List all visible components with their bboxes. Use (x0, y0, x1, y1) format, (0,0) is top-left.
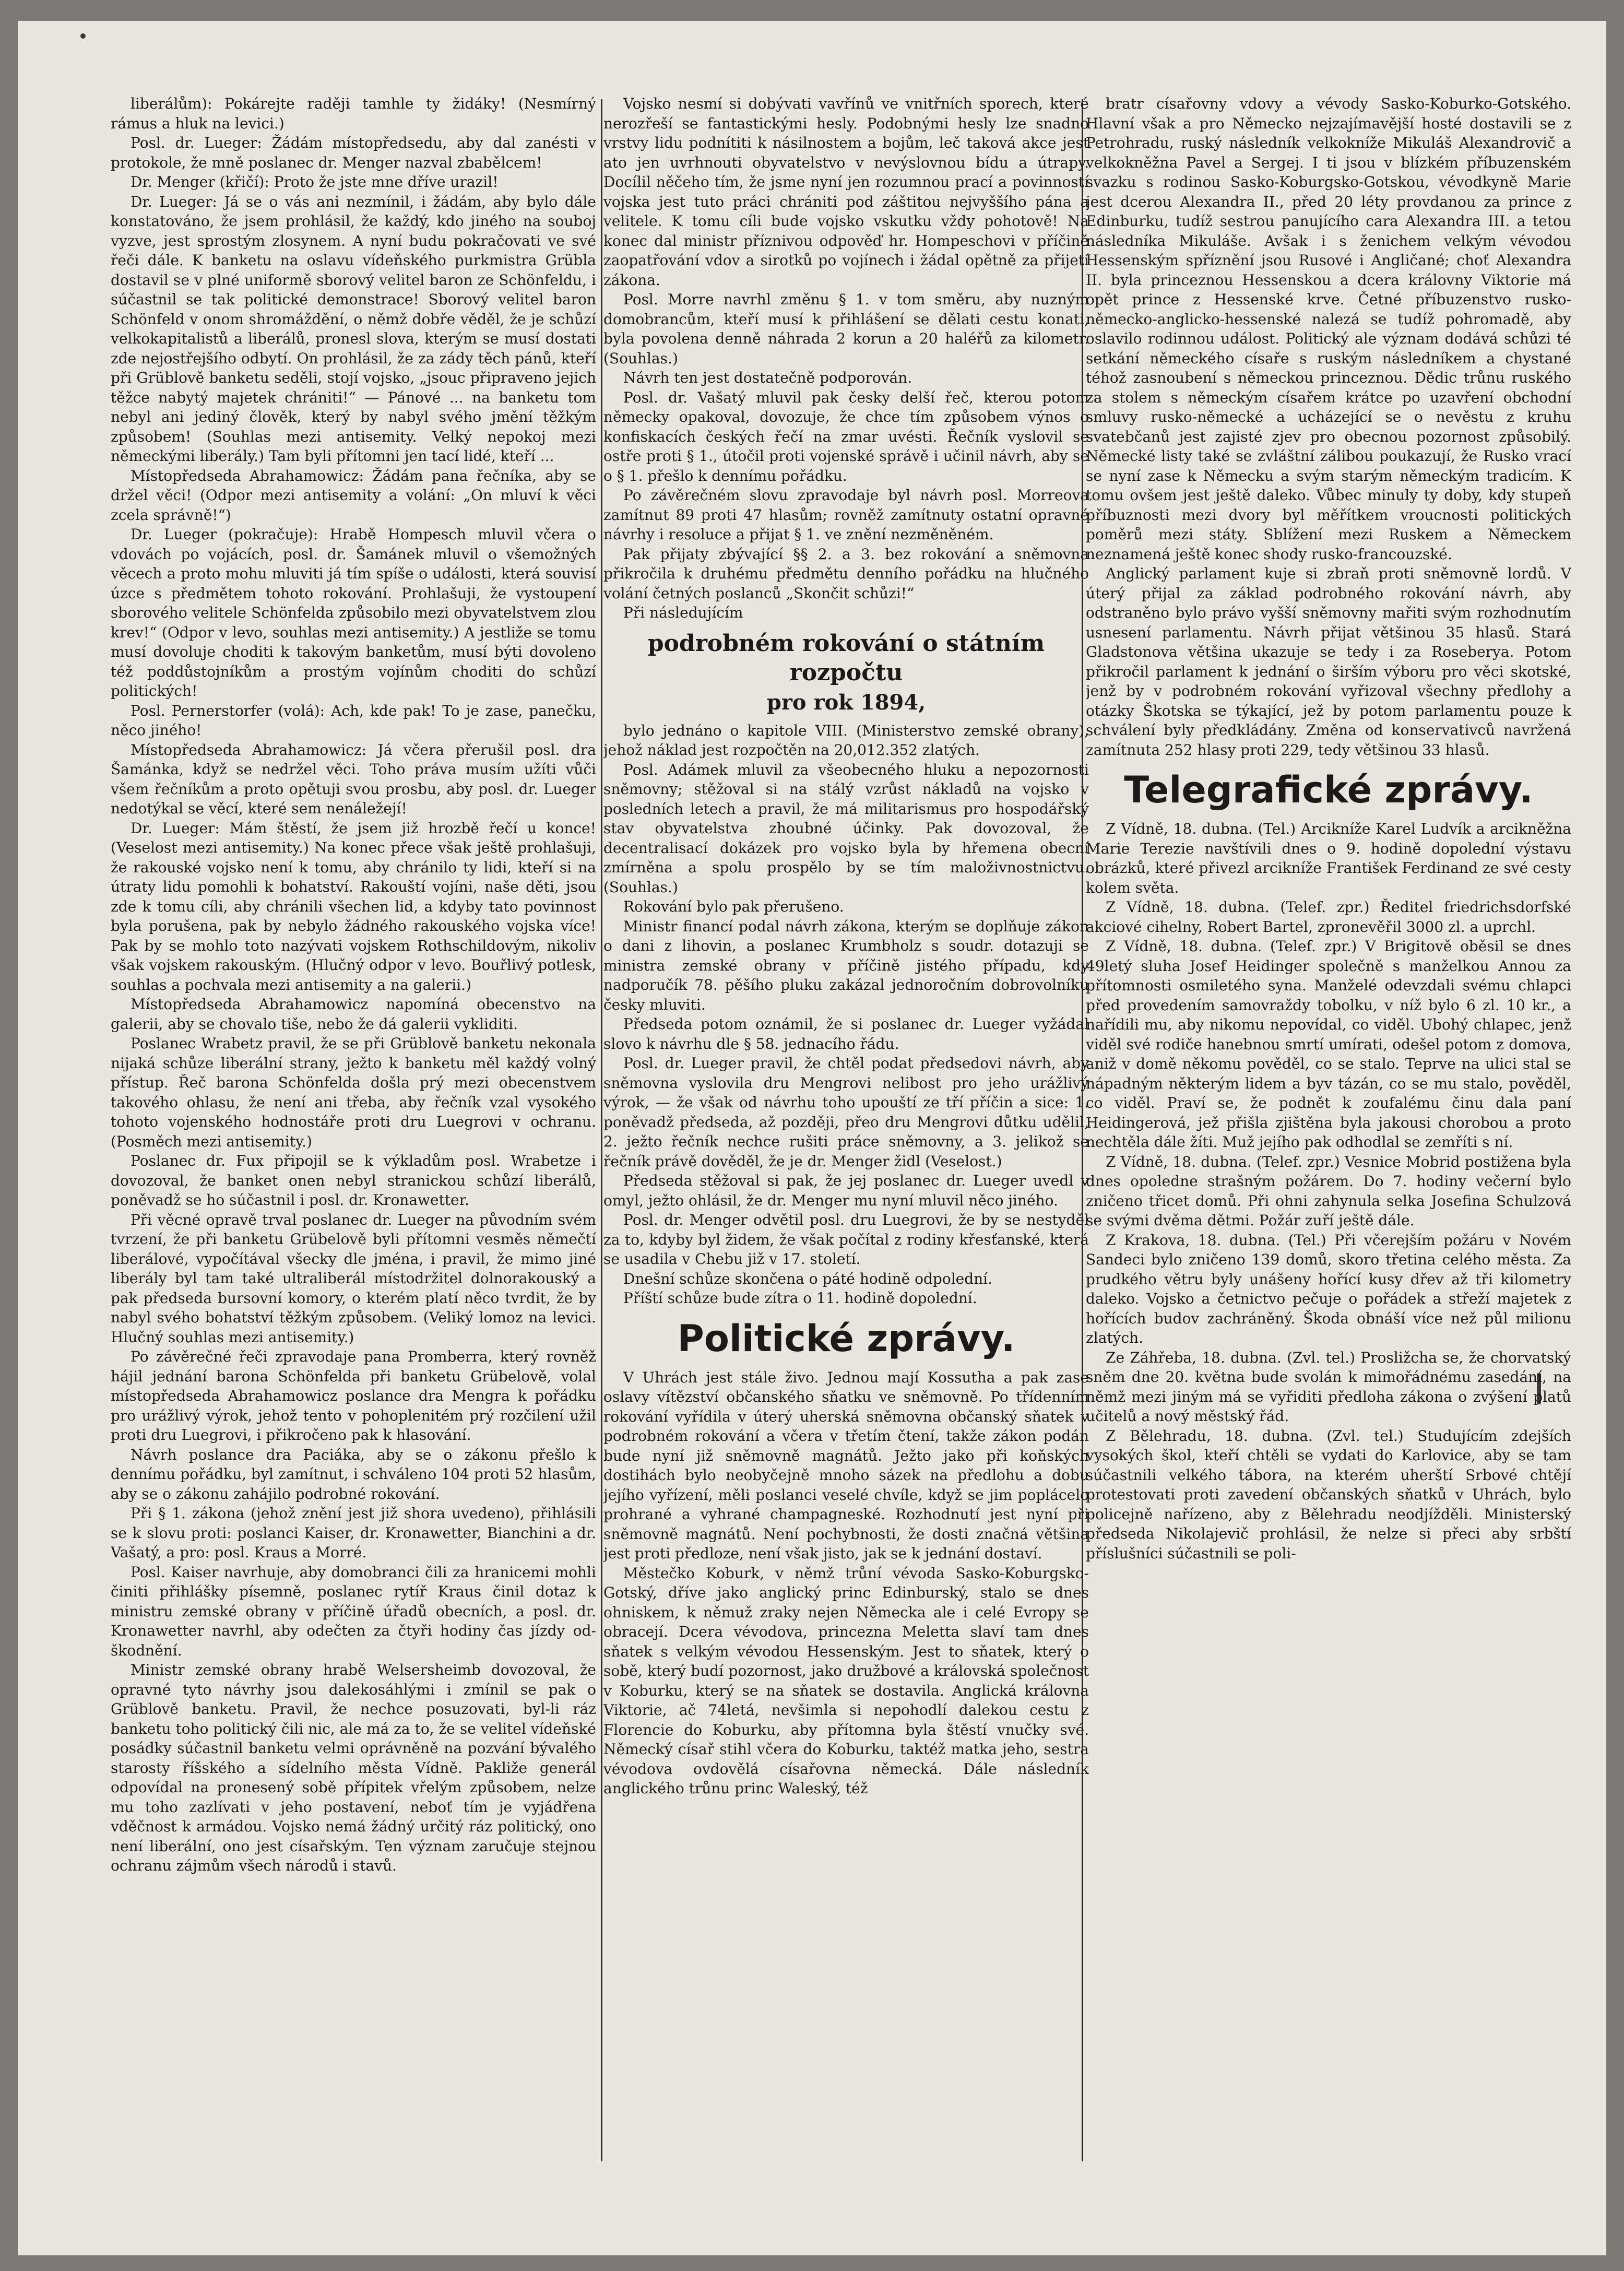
column-parliament-report (111, 94, 596, 2177)
budget-subheading: podrobném rokování o státním rozpočtu (647, 630, 1045, 686)
paragraph: Místopředseda Abrahamowicz napomíná obecenstvo na galerii, aby se chovalo tiše, nebo že dá galerii vykliditi. (111, 996, 596, 1033)
paragraph: Příští schůze bude zítra o 11. hodině dopolední. (623, 1290, 977, 1307)
paragraph: Při § 1. zákona (jehož znění jest již shora uvedeno), přihlásili se k slovu proti: poslanci Kaiser, dr. Kronawetter, Bianchini a dr. Vašatý, a pro: posl. Kraus a Morré. (111, 1505, 596, 1561)
paragraph: Posl. dr. Menger odvětil posl. dru Luegrovi, že by se nestyděl za to, kdyby byl židem, že však počítal z rodiny křesťanské, která se usadila v Chebu již v 17. století. (603, 1211, 1089, 1268)
paragraph: Poslanec dr. Fux připojil se k výkladům posl. Wrabetze i dovozoval, že banket onen nebyl stranickou schůzí liberálů, poněvadž se ho súčastnil i posl. dr. Kronawetter. (111, 1152, 596, 1209)
paragraph: Posl. Adámek mluvil za všeobecného hluku a nepozornosti sněmovny; stěžoval si na stálý vzrůst nákladů na vojsko v posledních letech a pravil, že má militarismus pro hospodářský stav obyvatelstva zhoubné účinky. Pak dovozoval, že decentralisací dokázek pro vojsko byla by hřemena obecní zmírněna a spolu prospělo by se tím maloživnostnictvu. (Souhlas.) (603, 761, 1089, 896)
paragraph: Ministr zemské obrany hrabě Welsersheimb dovozoval, že opravné tyto návrhy jsou dalekosáhlými i zmínil se pak o Grüblově banketu. Pravil, že nechce posuzovati, byl-li ráz banketu toho politický čili nic, ale má za to, že se velitel vídeňské posádky súčastnil banketu velmi oprávněně na pozvání bývalého starosty říšského a sídelního města Vídně. Pakliže generál odpovídal na pronesený sobě přípitek vřelým způsobem, nelze mu toho zazlívati v jeho postavení, neboť tím je vyjádřena vděčnost k armádou. Vojsko nemá žádný určitý ráz politický, ono není liberální, ono jest císařským. Ten význam zaručuje stejnou ochranu zájmům všech národů i stavů. (111, 1661, 596, 1874)
telegram-item: Z Vídně, 18. dubna. (Telef. zpr.) V Brigitově oběsil se dnes 49letý sluha Josef Heidinger společně s manželkou Annou za přítomnosti osmiletého syna. Manželé odevzdali svému chlapci před provedením samovraždy tobolku, v níž bylo 6 zl. 10 kr., a nařídili mu, aby nikomu nepovídal, co viděl. Ubohý chlapec, jenž viděl své rodiče hanebnou smrtí umírati, odešel potom z domova, aniž v domě někomu pověděl, co se stalo. Teprve na ulici stal se nápadným některým lidem a byv tázán, co se mu stalo, pověděl, co viděl. Praví se, že podnět k zoufalému činu dala paní Heidingerová, jež přišla zjištěna byla jakousi chorobou a proto nechtěla dále žíti. Muž jejího pak odhodlal se zemříti s ní. (1086, 938, 1571, 1151)
paragraph: Dr. Lueger: Mám štěstí, že jsem již hrozbě řečí u konce! (Veselost mezi antisemity.) Na konec přece však ještě prohlašuji, že rakouské vojsko není k tomu, aby chránilo ty lidi, kteří si na útraty lidu pomohli k bohatství. Rakouští vojíni, naše děti, jsou zde k tomu cíli, aby chránili všechen lid, a kdyby tato povinnost byla porušena, pak by nebylo žádného rakouského vojska více! Pak by se mohlo toto nazývati vojskem Rothschildovým, nikoliv však vojskem rakouským. (Hlučný odpor v levo. Bouřlivý potlesk, souhlas a pochvala mezi antisemity a na galerii.) (111, 819, 596, 993)
paragraph: Dr. Lueger (pokračuje): Hrabě Hompesch mluvil včera o vdovách po vojácích, posl. dr. Šamánek mluvil o všemožných věcech a proto mohu mluviti já tím spíše o události, která souvisí úzce s předmětem tohoto rokování. Prohlašuji, že vystoupení sborového velitele Schönfelda způsobilo mezi obyvatelstvem zlou krev!“ (Odpor v levo, souhlas mezi antisemity.) A jestliže se tomu musí dovoluje choditi k takovým banketům, musí býti dovoleno též poddůstojníkům a prostým vojínům choditi do schůzí politických! (111, 526, 596, 700)
budget-subheading-year: pro rok 1894, (766, 690, 926, 715)
column-news-and-telegrams (1086, 94, 1571, 2177)
paragraph: Ministr financí podal návrh zákona, kterým se doplňuje zákon o dani z lihovin, a poslanec Krumbholz s soudr. dotazuji se ministra zemské obrany v příčině jistého případu, kdy nadporučík 78. pěšího pluku zakázal jednoročním dobrovolníku česky mluviti. (603, 917, 1089, 1013)
paragraph: Poslanec Wrabetz pravil, že se při Grüblově banketu nekonala nijaká schůze liberální strany, ježto k banketu měl každý volný přístup. Řeč barona Schönfelda došla prý mezi obecenstvem takového ohlasu, že není ani třeba, aby řečník vzal vysokého tohoto vojenského hodnostáře proti dru Luegrovi v ochranu. (Posměch mezi antisemity.) (111, 1035, 596, 1150)
paragraph: V Uhrách jest stále živo. Jednou mají Kossutha a pak zase oslavy vítězství občanského sňatku ve sněmovně. Po třídenním rokování vyřídila v úterý uherská sněmovna občanský sňatek v podrobném rokování a včera v třetím čtení, takže zákon podán bude nyní již sněmovně magnátů. Ježto jako při koňských dostihách bylo neobyčejně mnoho sázek na předlohu a dobu jejího vyřízení, měli poslanci veselé chvíle, když se jim poplácelo prohrané a vyhrané champagneské. Rozhodnutí jest nyní při sněmovně magnátů. Není pochybnosti, že dosti značná většina jest proti předloze, není však jisto, jak se k jednání dostaví. (603, 1368, 1089, 1562)
paragraph: Návrh poslance dra Paciáka, aby se o zákonu přešlo k dennímu pořádku, byl zamítnut, i schváleno 104 proti 52 hlasům, aby se o zákonu zahájilo podrobné rokování. (111, 1446, 596, 1503)
paragraph: liberálům): Pokárejte raději tamhle ty židáky! (Nesmírný rámus a hluk na levici.) (111, 95, 596, 132)
paragraph: Rokování bylo pak přerušeno. (623, 898, 844, 915)
telegram-item: Ze Záhřeba, 18. dubna. (Zvl. tel.) Prosližcha se, že chorvatský sněm dne 20. května bude svolán k mimořádnému zasedání, na němž mezi jiným má se vyřiditi předloha zákona o zvýšení platů učitelů a nový městský řád. (1086, 1349, 1571, 1425)
telegram-item: Z Vídně, 18. dubna. (Tel.) Arcikníže Karel Ludvík a arcikněžna Marie Terezie navštívili dnes o 9. hodině dopolední výstavu obrázků, které přivezl arcikníže František Ferdinand ze své cesty kolem světa. (1086, 820, 1571, 896)
paragraph: Posl. dr. Lueger: Žádám místopředsedu, aby dal zanésti v protokole, že mně poslanec dr. Menger nazval zbabělcem! (111, 134, 596, 171)
paragraph: Posl. dr. Vašatý mluvil pak česky delší řeč, kterou potom německy opakoval, dovozuje, že chce tím způsobem výnos o konfiskacích českých řečí na zmar uvésti. Řečník vyslovil se ostře proti § 1., útočil proti vojenské správě i učinil návrh, aby se o § 1. přešlo k dennímu pořádku. (603, 388, 1089, 484)
paragraph: Vojsko nesmí si dobývati vavřínů ve vnitřních sporech, které nerozřeší se fantastickými hesly. Podobnými hesly lze snadno vrstvy lidu podnítiti k násilnostem a bojům, leč taková akce jest ato jen uvrhnouti obyvatelstvo v nevýslovnou bídu a útrapy. Docílil něčeho tím, že jsme nyní jen rozumnou prací a povinností vojska jest tuto práci chrániti pod záštitou nejvyššího pána a velitele. K tomu cíli bude vojsko vskutku vždy pohotově! Na konec dal ministr příznivou odpověď hr. Hompeschovi v příčině zaopatřování vdov a sirotků po vojínech i žádal opětně za přijetí zákona. (603, 95, 1089, 289)
section-heading-politicke-zpravy: Politické zprávy. (677, 1317, 1015, 1360)
paragraph: bylo jednáno o kapitole VIII. (Ministerstvo zemské obrany), jehož náklad jest rozpočtěn na 20,012.352 zlatých. (603, 721, 1089, 759)
paragraph: Při následujícím (623, 604, 743, 621)
paragraph: Místopředseda Abrahamowicz: Žádám pana řečníka, aby se držel věci! (Odpor mezi antisemity a volání: „On mluví k věci zcela správně!“) (111, 467, 596, 524)
paragraph: Dr. Menger (křičí): Proto že jste mne dříve urazil! (131, 173, 499, 191)
paragraph: Předseda potom oznámil, že si poslanec dr. Lueger vyžádal slovo k návrhu dle § 58. jednacího řádu. (603, 1015, 1089, 1052)
paragraph: Posl. Kaiser navrhuje, aby domobranci čili za hranicemi mohli činiti přihlášky písemně, poslanec rytíř Kraus činil dotaz k ministru zemské obrany v příčině úřadů obecních, a posl. dr. Kronawetter navrhl, aby odečten za čtyři hodiny čas jízdy od-škodnění. (111, 1563, 596, 1659)
paragraph: Městečko Koburk, v němž trůní vévoda Sasko-Koburgsko-Gotský, dříve jako anglický princ Edinburský, stalo se dnes ohniskem, k němuž zraky nejen Německa ale i celé Evropy se obracejí. Dcera vévodova, princezna Meletta slaví tam dnes sňatek s velkým vévodou Hessenským. Jest to sňatek, který o sobě, který budí pozornost, jako družbové a královská společnost v Koburku, který se na sňatek se dostavila. Anglická královna Viktorie, ač 74letá, nevšimla si nepohodlí dalekou cestu z Florencie do Koburku, aby přítomna byla štěstí vnučky své. Německý císař stihl včera do Koburku, taktéž matka jeho, sestra vévodova ovdovělá císařovna německá. Dále následník anglického trůnu princ Waleský, též (603, 1564, 1089, 1797)
paragraph: Návrh ten jest dostatečně podporován. (623, 369, 912, 386)
page-speck (80, 33, 86, 39)
paragraph: Posl. dr. Lueger pravil, že chtěl podat předsedovi návrh, aby sněmovna vyslovila dru Mengrovi nelibost pro jeho urážlivý výrok, — že však od návrhu toho upouští ze tří příčin a sice: 1. poněvadž předseda, až později, přeo dru Mengrovi důtku udělil, 2. ježto řečník nechce rušiti práce sněmovny, a 3. jelikož se řečník právě dověděl, že je dr. Menger židl (Veselost.) (603, 1055, 1089, 1170)
paragraph: bratr císařovny vdovy a vévody Sasko-Koburko-Gotského. Hlavní však a pro Německo nejzajímavější hosté dostavili se z Petrohradu, ruský následník velkokníže Mikuláš Alexandrovič a velkokněžna Pavel a Sergej. I ti jsou v blízkém příbuzenském svazku s rodinou Sasko-Koburgsko-Gotskou, vévodkyně Marie jest dcerou Alexandra II., před 20 léty provdanou za prince z Edinburku, tudíž sestrou panujícího cara Alexandra III. a tetou následníka Mikuláše. Avšak i s ženichem velkým vévodou Hessenským spříznění jsou Rusové i Angličané; choť Alexandra II. byla princeznou Hessenskou a dcera královny Viktorie má opět prince z Hessenské krve. Četné příbuzenstvo rusko-německo-anglicko-hessenské nalezá se tudíž pohromadě, aby oslavilo rodinnou událost. Politický ale význam dodává schůzi té setkání německého císaře s ruským následníkem a chystané téhož zasnoubení s německou princeznou. Dědic trůnu ruského za stolem s německým císařem krátce po uzavření obchodní smluvy rusko-německé a ucházející se o nevěstu z kruhu svatebčanů jest zajisté zjev pro obecnou pozornost způsobilý. Německé listy také se zvláštní zálibou poukazují, že Rusko vrací se nyní zase k Německu a svým starým německým tradicím. K tomu ovšem jest ještě daleko. Vůbec minuly ty doby, kdy stupeň příbuznosti mezi dvory byl měřítkem vroucnosti politických poměrů mezi státy. Sblížení mezi Ruskem a Německem neznamená ještě konec shody rusko-francouzské. (1086, 95, 1571, 563)
paragraph: Posl. Pernerstorfer (volá): Ach, kde pak! To je zase, panečku, něco jiného! (111, 702, 596, 739)
telegram-item: Z Krakova, 18. dubna. (Tel.) Při včerejším požáru v Novém Sandeci bylo zničeno 139 domů, skoro třetina celého města. Za prudkého větru byly unášeny hořící kusy dřev až tři kilometry daleko. Vojsko a četnictvo pečuje o pořádek a střeží majetek z hořících budov zachráněný. Škoda obnáší více než půl milionu zlatých. (1086, 1231, 1571, 1346)
telegram-item: Z Vídně, 18. dubna. (Telef. zpr.) Vesnice Mobrid postižena byla dnes opoledne strašným požárem. Do 7. hodiny večerní bylo zničeno třicet domů. Při ohni zahynula selka Josefina Schulzová se svými dvěma dětmi. Požár zuří ještě dále. (1086, 1153, 1571, 1229)
paragraph: Po závěrečné řeči zpravodaje pana Promberra, který rovněž hájil jednání barona Schönfelda při banketu Grübelově, volal místopředseda Abrahamowicz poslance dra Mengra k pořádku pro urážlivý výrok, jehož tento v pohoplenitém prý rozčilení užil proti dru Luegrovi, i přikročeno pak k hlasování. (111, 1348, 596, 1444)
paragraph: Anglický parlament kuje si zbraň proti sněmovně lordů. V úterý přijal za základ podrobného rokování návrh, aby odstraněno bylo právo vyšší sněmovny mařiti svým rozhodnutím usnesení parlamentu. Návrh přijat většinou 35 hlasů. Stará Gladstonova většina ukazuje se tedy i za Roseberyа. Potom přikročil parlament k jednání o širším výboru pro věci skotské, jenž by v podrobném rokování vyřizoval všechny předlohy a otázky Škotska se týkající, jež by potom parlamentu pouze k schválení byly předkládány. Změna od konservativců navržená zamítnuta 252 hlasy proti 229, tedy většinou 33 hlasů. (1086, 565, 1571, 759)
paragraph: Posl. Morre navrhl změnu § 1. v tom směru, aby nuzným domobrancům, kteří musí k přihlášení se dělati cestu konati, byla povolena denně náhrada 2 korun a 20 haléřů za kilometr. (Souhlas.) (603, 291, 1089, 367)
paragraph: Předseda stěžoval si pak, že jej poslanec dr. Lueger uvedl v omyl, ježto ohlásil, že dr. Menger mu nyní mluvil něco jiného. (603, 1172, 1089, 1209)
telegram-item: Z Bělehradu, 18. dubna. (Zvl. tel.) Studujícím zdejších vysokých škol, kteří chtěli se vydati do Karlovice, aby se tam súčastnili velkého tábora, na kterém uherští Srbové chtějí protestovati proti zavedení občanských sňatků v Uhrách, bylo policejně nařízeno, aby z Bělehradu neodjížděli. Ministerský předseda Nikolajevič prohlásil, že nelze si přeci aby srbští příslušníci súčastnili se poli- (1086, 1427, 1571, 1562)
paragraph: Dr. Lueger: Já se o vás ani nezmínil, i žádám, aby bylo dále konstatováno, že jsem prohlásil, že každý, kdo jiného na souboj vyzve, jest sprostým zlosynem. A nyní budu pokračovati ve své řeči dále. K banketu na oslavu vídeňského purkmistra Grübla dostavil se v plné uniformě sborový velitel baron ze Schönfeldu, i súčastnil se tak politické demonstrace! Sborový velitel baron Schönfeld v onom shromáždění, o němž dobře věděl, že je schůzí velkokapitalistů a liberálů, pronesl slova, kterým se musí dostati zde nejostřejšího odbytí. On prohlásil, že za zády těch pánů, kteří při Grüblově banketu seděli, stojí vojsko, „jsouc připraveno jejich těžce nabytý majetek chrániti!“ — Pánové ... na banketu tom nebyl ani jediný člověk, který by nabyl svého jmění těžkým způsobem! (Souhlas mezi antisemity. Velký nepokoj mezi německými liberály.) Tam byli přítomni jen tací lidé, kteří ... (111, 193, 596, 465)
paragraph: Místopředseda Abrahamowicz: Já včera přerušil posl. dra Šamánka, když se nedržel věci. Toho práva musím užíti vůči všem řečníkům a proto opětuji svou prosbu, aby posl. dr. Lueger nedotýkal se věcí, které sem nenáležejí! (111, 741, 596, 817)
telegram-item: Z Vídně, 18. dubna. (Telef. zpr.) Ředitel friedrichsdorfské akciové cihelny, Robert Bartel, zpronevěřil 3000 zl. a uprchl. (1086, 898, 1571, 936)
paragraph: Dnešní schůze skončena o páté hodině odpolední. (623, 1270, 993, 1287)
paragraph: Při věcné opravě trval poslanec dr. Lueger na původním svém tvrzení, že při banketu Grübelově byli přítomni vesměs němečtí liberálové, vypočítával všecky dle jména, i pravil, že mimo jiné liberály byl tam také ultraliberál místodržitel dolnorakouský a pak předseda bursovní komory, o kterém platí něco tvrdit, že by nabyl svého bohatství těžkým způsobem. (Veliký lomoz na levici. Hlučný souhlas mezi antisemity.) (111, 1211, 596, 1346)
paragraph: Po závěrečném slovu zpravodaje byl návrh posl. Morreova zamítnut 89 proti 47 hlasům; rovněž zamítnuty ostatní opravné návrhy i resoluce a přijat § 1. ve znění nezměněném. (603, 487, 1089, 543)
section-heading-telegraficke-zpravy: Telegrafické zprávy. (1124, 768, 1533, 811)
paragraph: Pak přijaty zbývající §§ 2. a 3. bez rokování a sněmovna přikročila k druhému předmětu denního pořádku na hlučného volání četných poslanců „Skončit schůzi!“ (603, 545, 1089, 602)
column-rule (601, 99, 602, 2161)
newspaper-page (18, 21, 1606, 2255)
column-budget-and-politics (603, 94, 1089, 2177)
